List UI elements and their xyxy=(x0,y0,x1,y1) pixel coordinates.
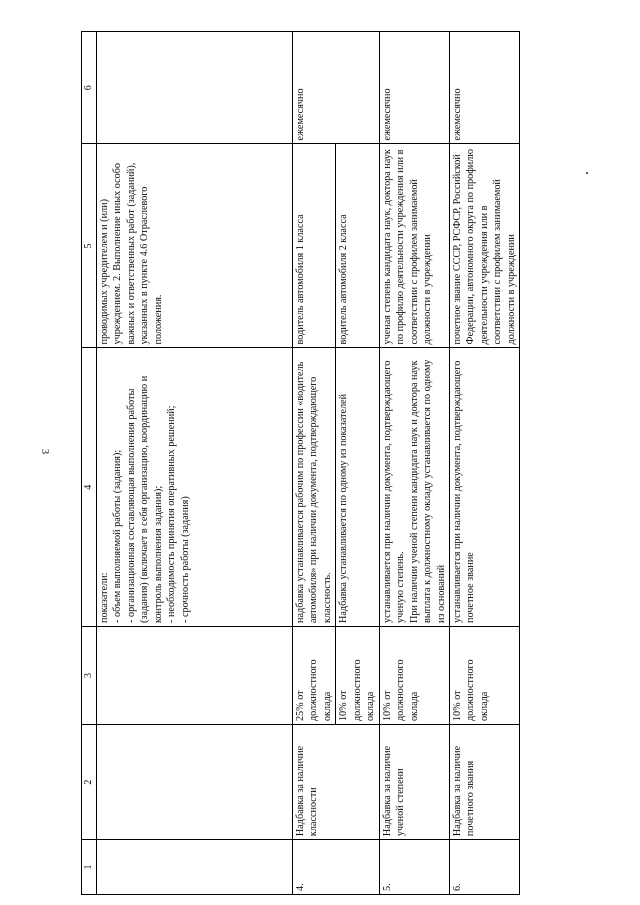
allowance-criteria: Надбавка устанавливается по одному из показателей xyxy=(336,348,379,627)
payment-frequency: ежемесячно xyxy=(293,32,380,145)
header-col-3: 3 xyxy=(82,626,97,724)
row-number: 5. xyxy=(379,840,449,895)
payment-frequency: ежемесячно xyxy=(379,32,449,145)
allowance-criteria: устанавливается при наличии документа, подтверждающего почетное звание xyxy=(449,348,519,627)
cont-amount xyxy=(97,626,293,724)
table-row xyxy=(449,32,519,895)
allowance-condition: водитель автомобиля 1 класса xyxy=(293,144,336,348)
criteria-line: При наличии ученой степени кандидата наук и доктора наук выплата к должностному окладу устанавливается по одному из оснований xyxy=(408,359,447,623)
allowance-amount: 25% от должностного оклада xyxy=(293,626,336,724)
allowance-criteria xyxy=(379,348,449,627)
header-col-2: 2 xyxy=(82,725,97,840)
allowance-condition: почетное звание СССР, РСФСР, Российской Федерации, автономного округа по профилю деятельности учреждения или в соответствии с профилем занимаемой должности в учреждении xyxy=(449,144,519,348)
cont-criteria-line: - объем выполняемой работы (задания); xyxy=(112,449,124,623)
header-col-4: 4 xyxy=(82,348,97,627)
cont-criteria xyxy=(97,348,293,627)
rotated-table-wrapper xyxy=(81,31,601,895)
header-col-6: 6 xyxy=(82,32,97,145)
cont-criteria-line: - организационная составляющая выполнения работы (задания) (включает в себя организацию, координацию и контроль выполнения задания); xyxy=(125,375,164,623)
header-col-1: 1 xyxy=(82,840,97,895)
cont-conditions: проводимых учредителем и (или) учреждением. 2. Выполнение иных особо важных и ответственных работ (заданий), указанных в пункте 4.6 Отраслевого положения. xyxy=(97,144,293,348)
cont-criteria-line: - необходимость принятия оперативных решений; xyxy=(166,405,178,623)
allowance-condition: водитель автомобиля 2 класса xyxy=(336,144,379,348)
allowance-name: Надбавка за наличие ученой степени xyxy=(379,725,449,840)
continuation-row xyxy=(97,32,293,895)
row-number: 4. xyxy=(293,840,380,895)
allowance-name: Надбавка за наличие классности xyxy=(293,725,380,840)
row-number: 6. xyxy=(449,840,519,895)
allowances-table xyxy=(81,31,520,895)
payment-frequency: ежемесячно xyxy=(449,32,519,145)
allowance-amount: 10% от должностного оклада xyxy=(449,626,519,724)
allowance-name: Надбавка за наличие почетного звания xyxy=(449,725,519,840)
allowance-amount: 10% от должностного оклада xyxy=(379,626,449,724)
allowance-amount: 10% от должностного оклада xyxy=(336,626,379,724)
cont-num xyxy=(97,840,293,895)
table-row xyxy=(379,32,449,895)
cont-criteria-line: - срочность работы (задания) xyxy=(179,496,191,623)
allowance-criteria: надбавка устанавливается рабочим по профессии «водитель автомобиля» при наличии документа, подтверждающего классность. xyxy=(293,348,336,627)
criteria-line: устанавливается при наличии документа, подтверждающего ученую степень. xyxy=(381,360,407,623)
cont-frequency xyxy=(97,32,293,145)
cont-criteria-line: показатели: xyxy=(99,572,110,623)
header-col-5: 5 xyxy=(82,144,97,348)
allowance-condition: ученая степень кандидата наук, доктора наук по профилю деятельности учреждения или в соответствии с профилем занимаемой должности в учреждении xyxy=(379,144,449,348)
page-number: 3 xyxy=(39,449,50,454)
cont-name xyxy=(97,725,293,840)
table-row xyxy=(293,32,336,895)
header-row xyxy=(82,32,97,895)
